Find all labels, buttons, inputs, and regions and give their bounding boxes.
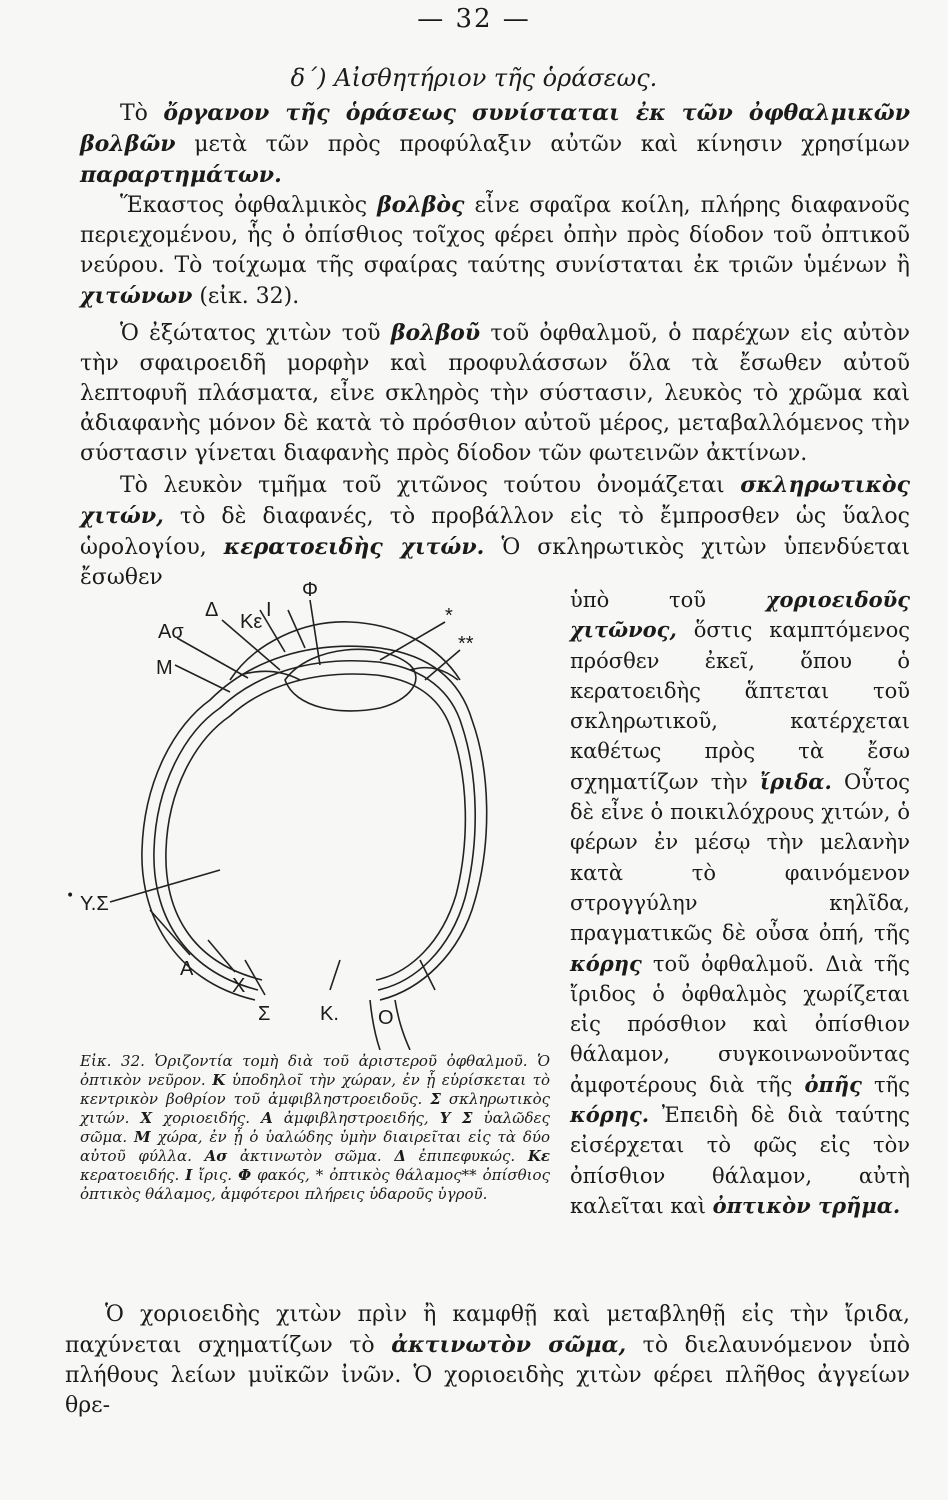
paragraph-5: ὑπὸ τοῦ χοριοειδοῦς χιτῶνος, ὅστις καμπτόμενος πρόσθεν ἐκεῖ, ὅπου ὁ κερατοειδὴς ἅπτεται τοῦ σκληρωτικοῦ, κατέρχεται καθέτως πρὸς τὰ ἔσω σχηματίζων τὴν ἴριδα. Οὗτος δὲ εἶνε ὁ ποικιλόχρους χιτών, ὁ φέρων ἐν μέσῳ τὴν μελανὴν κατὰ τὸ φαινόμενον στρογγύλην κηλῖδα, πραγματικῶς δὲ οὖσα ὀπή, τῆς κόρης τοῦ ὀφθαλμοῦ. Διὰ τῆς ἴριδος ὁ ὀφθαλμὸς χωρίζεται εἰς πρόσθιον καὶ ὀπίσθιον θάλαμον, συγκοινωνοῦντας ἀμφοτέρους διὰ τῆς ὀπῆς τῆς κόρης. Ἐπειδὴ δὲ διὰ ταύτης εἰσέρχεται τὸ φῶς εἰς τὸν ὀπίσθιον θάλαμον, αὐτὴ καλεῖται καὶ ὀπτικὸν τρῆμα. bbox=[570, 587, 910, 1218]
bold-term: ἴριδα. bbox=[759, 768, 832, 794]
section-title: δ΄) Αἰσθητήριον τῆς ὁράσεως. bbox=[290, 64, 658, 92]
label-delta: Δ bbox=[205, 599, 219, 621]
label-phi: Φ bbox=[302, 580, 318, 601]
bold-term: σκληρωτικὸς χιτών, bbox=[80, 472, 910, 529]
paragraph-1: Τὸ ὄργανον τῆς ὁράσεως συνίσταται ἐκ τῶν ὀφθαλμικῶν βολβῶν μετὰ τῶν πρὸς προφύλαξιν αὐτῶν καὶ κίνησιν χρησίμων παραρτημάτων. bbox=[80, 100, 910, 188]
label-k: Κ. bbox=[320, 1003, 339, 1025]
label-ke: Κε bbox=[240, 611, 263, 633]
label-o: Ο bbox=[378, 1007, 394, 1029]
lens-outline bbox=[285, 649, 416, 711]
choroid-outline bbox=[154, 661, 475, 990]
page-number: — 32 — bbox=[417, 4, 531, 34]
label-double-star: ** bbox=[458, 633, 474, 655]
paragraph-2: Ἕκαστος ὀφθαλμικὸς βολβὸς εἶνε σφαῖρα κοίλη, πλήρης διαφανοῦς περιεχομένου, ἧς ὁ ὀπίσθιος τοῖχος φέρει ὀπὴν πρὸς δίοδον τοῦ ὀπτικοῦ νεύρου. Τὸ τοίχωμα τῆς σφαίρας ταύτης συνίσταται ἐκ τριῶν ὑμένων ἢ χιτώνων (εἰκ. 32). bbox=[80, 192, 911, 309]
paragraph-3: Ὁ ἐξώτατος χιτὼν τοῦ βολβοῦ τοῦ ὀφθαλμοῦ, ὁ παρέχων εἰς αὐτὸν τὴν σφαιροειδῆ μορφὴν καὶ προφυλάσσων ὅλα τὰ ἔσωθεν αὐτοῦ λεπτοφυῆ πλάσματα, εἶνε σκληρὸς τὴν σύστασιν, λευκὸς τὸ χρῶμα καὶ ἀδιαφανὴς μόνον δὲ κατὰ τὸ πρόσθιον αὐτοῦ μέρος, μεταβαλλόμενος τὴν σύστασιν γίνεται διαφανὴς πρὸς δίοδον τῶν φωτεινῶν ἀκτίνων. bbox=[80, 320, 910, 466]
eye-diagram bbox=[80, 580, 560, 1050]
bold-term: κόρης bbox=[570, 950, 642, 976]
figure-caption: Εἰκ. 32. Ὁριζοντία τομὴ διὰ τοῦ ἀριστεροῦ ὀφθαλμοῦ. Ὁ ὀπτικὸν νεῦρον. Κ ὑποδηλοῖ τὴν χώραν, ἐν ᾗ εὑρίσκεται τὸ κεντρικὸν βοθρίον τοῦ ἀμφιβληστροειδοῦς. Σ σκληρωτικὸς χιτών. Χ χοριοειδής. Α ἀμφιβληστροειδής, Υ Σ ὑαλῶδες σῶμα. Μ χώρα, ἐν ᾗ ὁ ὑαλώδης ὑμὴν διαιρεῖται εἰς τὰ δύο αὐτοῦ φύλλα. Ασ ἀκτινωτὸν σῶμα. Δ ἐπιπεφυκώς. Κε κερατοειδής. Ι ἴρις. Φ φακός, * ὀπτικὸς θάλαμος** ὀπίσθιος ὀπτικὸς θάλαμος, ἀμφότεροι πλήρεις ὑδαροῦς ὑγροῦ. bbox=[80, 1052, 551, 1203]
bold-term: ὀπῆς bbox=[804, 1071, 862, 1097]
label-m: Μ bbox=[156, 657, 173, 679]
bold-term: βολβοῦ bbox=[390, 320, 481, 346]
label-iota: Ι bbox=[266, 599, 272, 621]
bold-term: βολβὸς bbox=[377, 192, 465, 218]
bold-term: ὀπτικὸν τρῆμα. bbox=[712, 1192, 901, 1218]
label-ys: Υ.Σ bbox=[80, 893, 109, 915]
paragraph-4: Τὸ λευκὸν τμῆμα τοῦ χιτῶνος τούτου ὀνομάζεται σκληρωτικὸς χιτών, τὸ δὲ διαφανές, τὸ προβάλλον εἰς τὸ ἔμπροσθεν ὡς ὕαλος ὡρολογίου, κερατοειδὴς χιτών. Ὁ σκληρωτικὸς χιτὼν ὑπενδύεται ἔσωθεν bbox=[80, 472, 910, 590]
bold-term: κόρης. bbox=[570, 1102, 650, 1128]
margin-dot: • bbox=[66, 888, 75, 904]
label-x: Χ bbox=[232, 975, 246, 997]
bold-term: παραρτημάτων. bbox=[80, 162, 282, 188]
bold-term: χιτώνων bbox=[80, 283, 193, 309]
eye-section-figure bbox=[80, 580, 560, 1050]
retina-outline bbox=[166, 674, 465, 980]
label-a: Α bbox=[180, 958, 194, 980]
bold-term: ἀκτινωτὸν σῶμα, bbox=[391, 1332, 627, 1358]
sclera-outline bbox=[142, 646, 487, 1000]
paragraph-6: Ὁ χοριοειδὴς χιτὼν πρὶν ἢ καμφθῇ καὶ μεταβληθῇ εἰς τὴν ἴριδα, παχύνεται σχηματίζων τὸ ἀκτινωτὸν σῶμα, τὸ διελαυνόμενον ὑπὸ πλήθους λείων μυϊκῶν ἰνῶν. Ὁ χοριοειδὴς χιτὼν φέρει πλῆθος ἀγγείων θρε- bbox=[65, 1302, 910, 1418]
bold-term: ὄργανον τῆς ὁράσεως συνίσταται ἐκ τῶν ὀφθαλμικῶν βολβῶν bbox=[80, 100, 910, 157]
label-as: Ασ bbox=[158, 621, 184, 643]
label-star: * bbox=[445, 605, 453, 627]
bold-term: χοριοειδοῦς χιτῶνος, bbox=[570, 587, 910, 643]
optic-nerve bbox=[395, 1000, 410, 1050]
bold-term: κερατοειδὴς χιτών. bbox=[223, 534, 485, 560]
label-sigma: Σ bbox=[258, 1003, 271, 1025]
